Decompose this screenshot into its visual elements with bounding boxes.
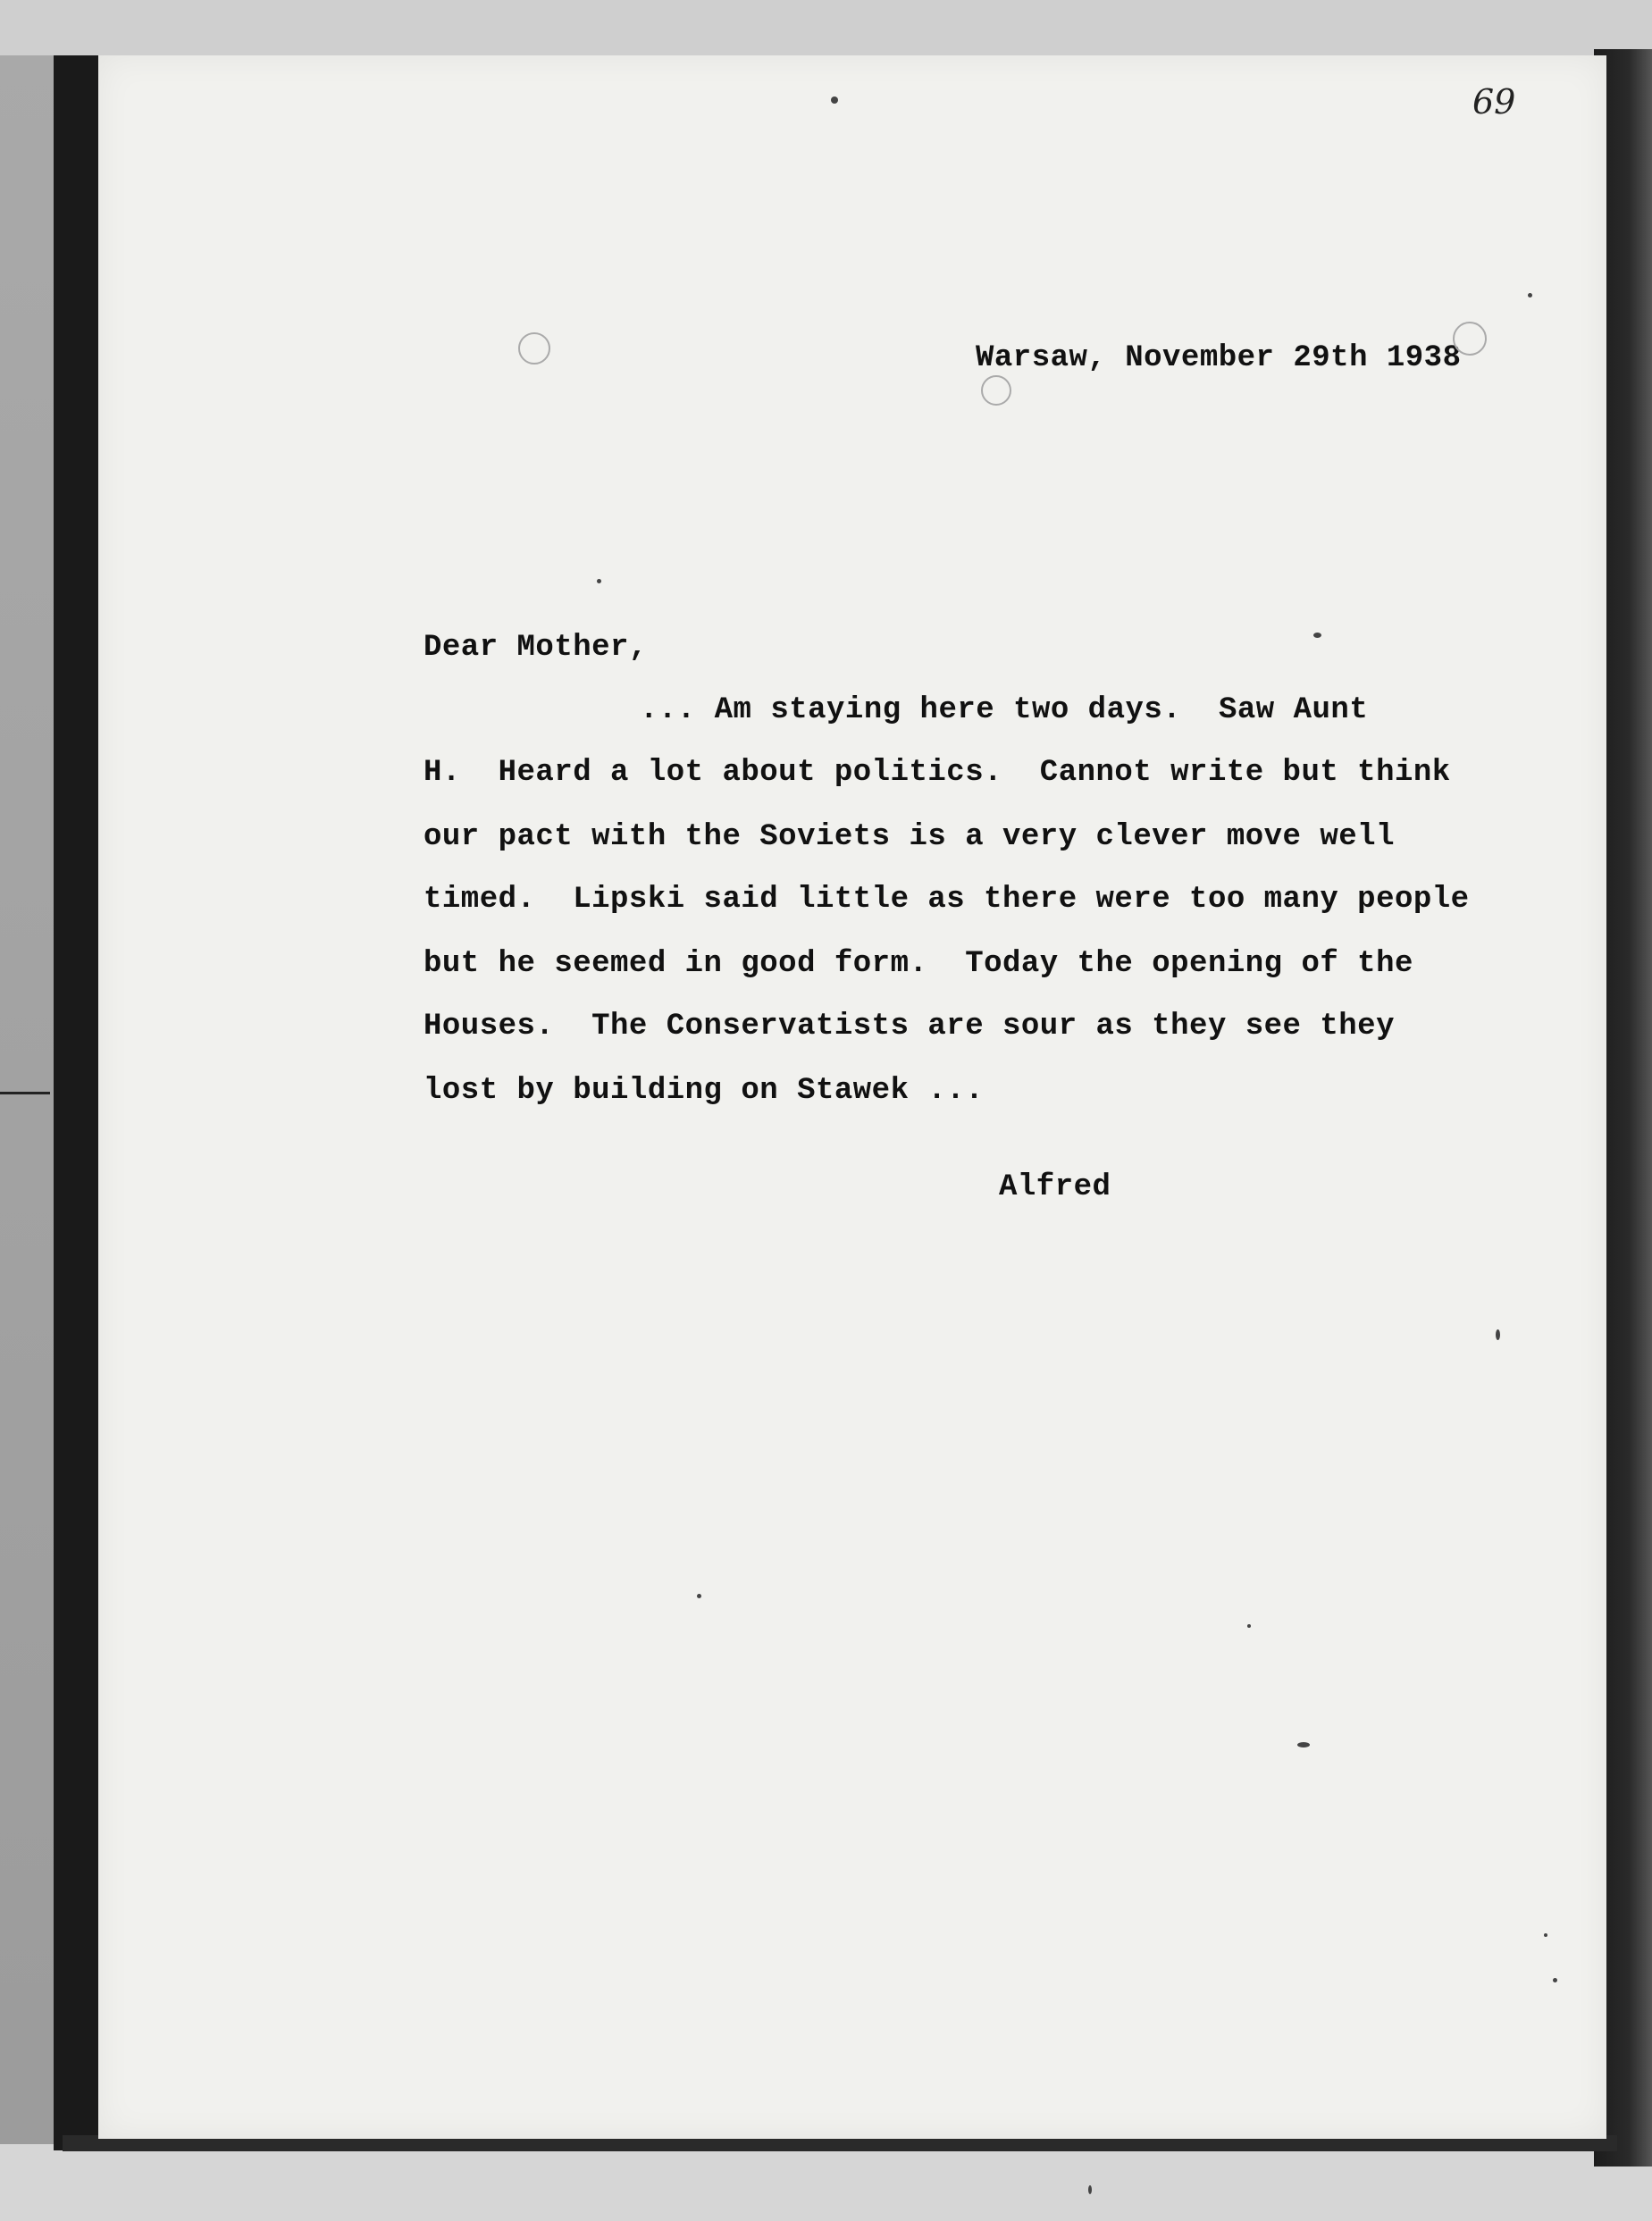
- scan-bottom-strip: [0, 2144, 1652, 2221]
- letter-body-line: ... Am staying here two days. Saw Aunt: [640, 693, 1369, 727]
- scan-artifact-ring: [1453, 322, 1487, 356]
- letter-body-line: Houses. The Conservatists are sour as they see they: [423, 1010, 1395, 1043]
- sheet-left-shadow: [54, 55, 98, 2150]
- letter-salutation: Dear Mother,: [423, 631, 648, 665]
- scan-artifact-ring: [518, 332, 550, 365]
- letter-body-line: but he seemed in good form. Today the opening of the: [423, 947, 1413, 981]
- scan-artifact-ring: [981, 375, 1011, 406]
- scan-artifact-speck: [1528, 293, 1532, 298]
- scan-artifact-speck: [0, 1092, 50, 1094]
- letter-body-line: lost by building on Stawek ...: [423, 1074, 985, 1108]
- scan-artifact-speck: [1313, 633, 1321, 638]
- scan-artifact-speck: [831, 96, 838, 104]
- scan-artifact-speck: [1544, 1933, 1547, 1937]
- letter-body-line: timed. Lipski said little as there were too many people: [423, 883, 1470, 917]
- letter-body-line: H. Heard a lot about politics. Cannot write but think: [423, 756, 1451, 790]
- scan-artifact-speck: [697, 1594, 701, 1598]
- scan-artifact-speck: [1496, 1329, 1500, 1340]
- scan-artifact-speck: [1247, 1624, 1251, 1628]
- scan-artifact-speck: [597, 579, 601, 583]
- page-number: 69: [1472, 82, 1516, 122]
- scan-top-strip: [0, 0, 1652, 55]
- scan-artifact-speck: [1553, 1978, 1557, 1982]
- letter-body-line: our pact with the Soviets is a very clever move well: [423, 820, 1395, 854]
- letter-signature: Alfred: [999, 1170, 1111, 1204]
- scan-artifact-speck: [1297, 1742, 1310, 1747]
- scan-artifact-speck: [1088, 2185, 1092, 2194]
- letter-dateline: Warsaw, November 29th 1938: [976, 341, 1462, 375]
